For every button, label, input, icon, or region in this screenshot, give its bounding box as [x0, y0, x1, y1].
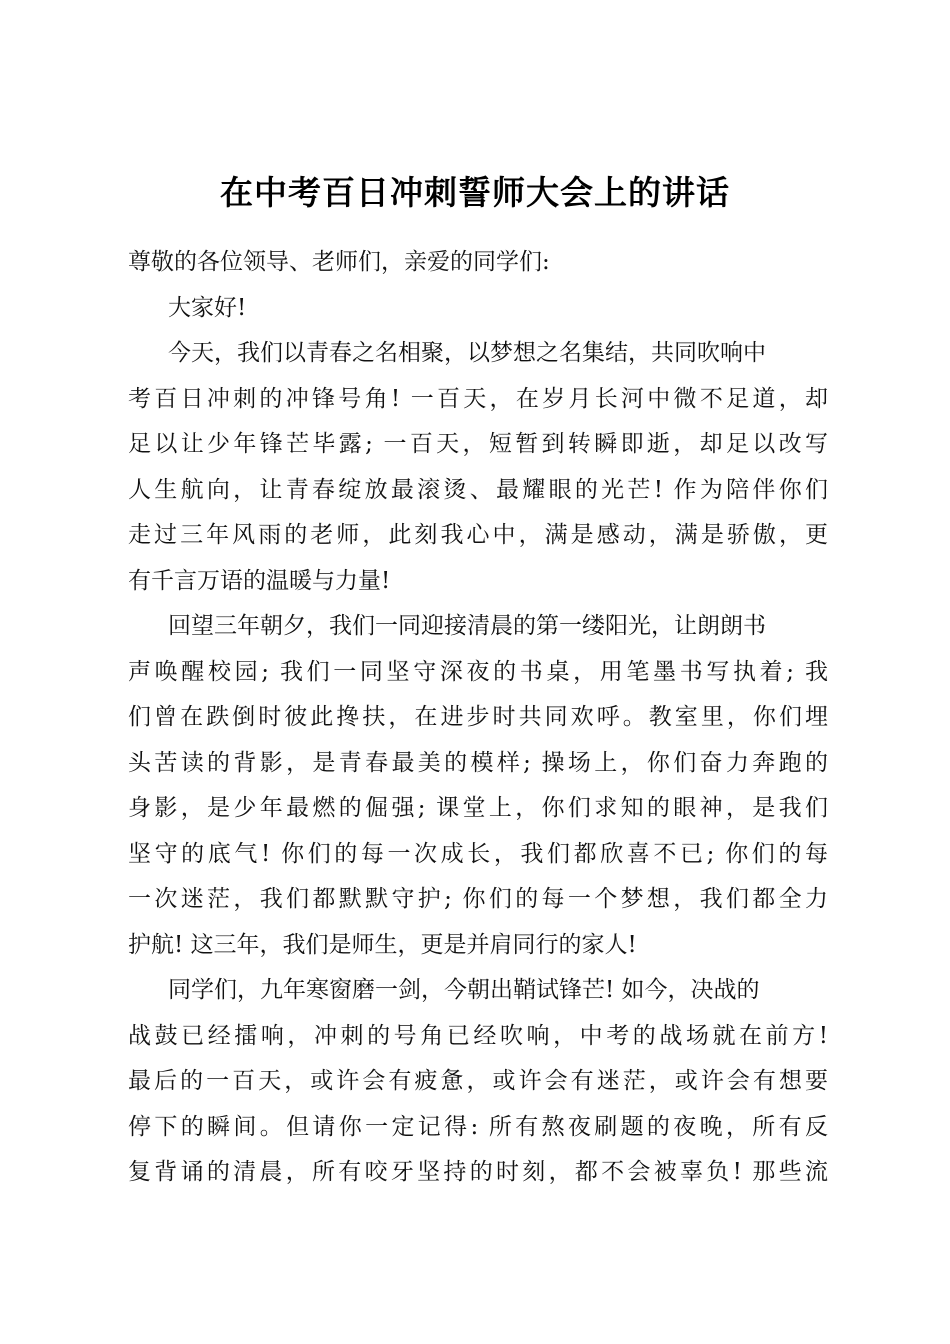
paragraph-2-line-6: 坚守的底气! 你们的每一次成长，我们都欣喜不已; 你们的每 — [128, 840, 828, 867]
paragraph-1-line-1: 今天，我们以青春之名相聚，以梦想之名集结，共同吹响中 — [168, 340, 766, 366]
paragraph-1-line-5: 走过三年风雨的老师，此刻我心中，满是感动，满是骄傲，更 — [128, 522, 828, 548]
paragraph-3-line-1: 同学们，九年寒窗磨一剑，今朝出鞘试锋芒! 如今，决战的 — [168, 977, 760, 1003]
paragraph-3-line-5: 复背诵的清晨，所有咬牙坚持的时刻，都不会被辜负! 那些流 — [128, 1159, 828, 1185]
paragraph-2-line-5: 身影，是少年最燃的倔强; 课堂上，你们求知的眼神，是我们 — [128, 795, 828, 821]
paragraph-1-line-6: 有千言万语的温暖与力量! — [128, 567, 391, 594]
greeting: 大家好! — [168, 294, 247, 321]
document-title: 在中考百日冲刺誓师大会上的讲话 — [220, 173, 730, 212]
paragraph-2-line-4: 头苦读的背影，是青春最美的模样; 操场上，你们奋力奔跑的 — [128, 749, 828, 776]
paragraph-2-line-7: 一次迷茫，我们都默默守护; 你们的每一个梦想，我们都全力 — [128, 886, 828, 912]
paragraph-2-line-8: 护航! 这三年，我们是师生，更是并肩同行的家人! — [128, 931, 637, 958]
paragraph-1-line-2: 考百日冲刺的冲锋号角! 一百天，在岁月长河中微不足道，却 — [128, 385, 828, 412]
document-body — [128, 240, 828, 1196]
paragraph-1-line-4: 人生航向，让青春绽放最滚烫、最耀眼的光芒! 作为陪伴你们 — [128, 476, 828, 503]
paragraph-2-line-1: 回望三年朝夕，我们一同迎接清晨的第一缕阳光，让朗朗书 — [168, 613, 766, 639]
paragraph-3-line-4: 停下的瞬间。但请你一定记得: 所有熬夜刷题的夜晚，所有反 — [128, 1113, 828, 1140]
paragraph-1-line-3: 足以让少年锋芒毕露; 一百天，短暂到转瞬即逝，却足以改写 — [128, 431, 828, 457]
salutation: 尊敬的各位领导、老师们，亲爱的同学们: — [128, 249, 550, 275]
paragraph-3-line-3: 最后的一百天，或许会有疲惫，或许会有迷茫，或许会有想要 — [128, 1068, 828, 1094]
paragraph-2-line-3: 们曾在跌倒时彼此搀扶，在进步时共同欢呼。教室里，你们埋 — [128, 704, 828, 730]
paragraph-3-line-2: 战鼓已经擂响，冲刺的号角已经吹响，中考的战场就在前方! — [128, 1022, 828, 1049]
paragraph-2-line-2: 声唤醒校园; 我们一同坚守深夜的书桌，用笔墨书写执着; 我 — [128, 658, 828, 685]
